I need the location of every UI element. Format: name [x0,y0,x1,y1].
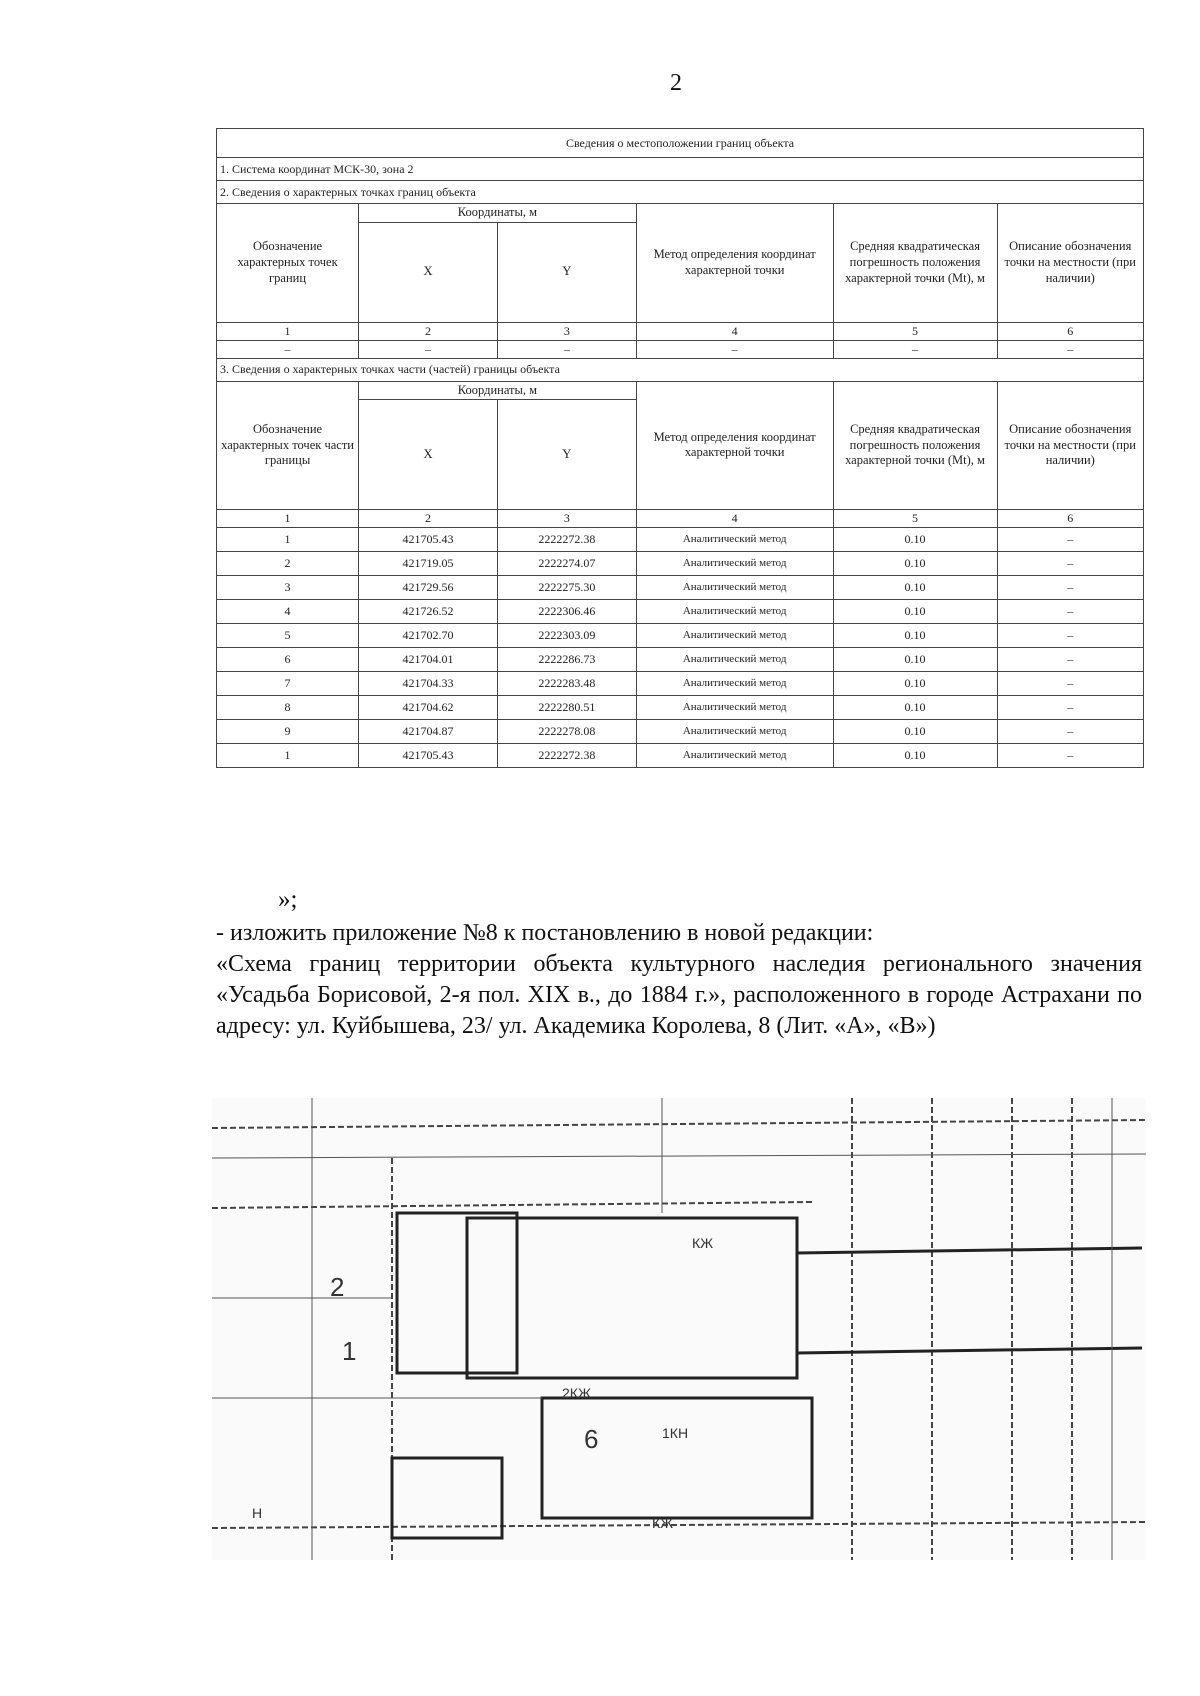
header-x: X [359,222,498,322]
coord-x: 421704.01 [359,648,498,672]
map-label: КЖ [692,1235,714,1251]
map-label: Н [252,1505,263,1521]
coordinates-table [216,128,1144,768]
error-cell: 0.10 [833,744,997,768]
coord-x: 421704.87 [359,720,498,744]
point-number: 2 [217,552,359,576]
method-cell: Аналитический метод [636,744,833,768]
error-cell: 0.10 [833,552,997,576]
table-row [217,672,1144,696]
point-number: 6 [217,648,359,672]
table-row [217,576,1144,600]
point-number: 8 [217,696,359,720]
coord-x: 421729.56 [359,576,498,600]
table-row [217,696,1144,720]
column-number: 6 [997,510,1144,528]
description-cell: – [997,744,1144,768]
description-cell: – [997,624,1144,648]
header-error: Средняя квадратическая погрешность положения характерной точки (Mt), м [833,204,997,323]
column-number: 1 [217,510,359,528]
table-row [217,720,1144,744]
column-number: 2 [359,322,498,340]
column-number: 4 [636,322,833,340]
section-2-heading: 2. Сведения о характерных точках границ объекта [217,181,1144,204]
coord-y: 2222272.38 [497,528,636,552]
body-text [216,918,1142,1042]
error-cell: 0.10 [833,672,997,696]
method-cell: Аналитический метод [636,672,833,696]
coordinate-system-row: 1. Система координат МСК-30, зона 2 [217,158,1144,181]
column-number: 6 [997,322,1144,340]
table-title: Сведения о местоположении границ объекта [217,129,1144,158]
page-number: 2 [670,70,682,96]
coord-y: 2222280.51 [497,696,636,720]
point-number: 9 [217,720,359,744]
method-cell: Аналитический метод [636,552,833,576]
header-description: Описание обозначения точки на местности (при наличии) [997,381,1144,510]
coord-x: 421702.70 [359,624,498,648]
table-row [217,648,1144,672]
description-cell: – [997,720,1144,744]
section-2-empty-row: – – – – – – [217,340,1144,358]
header-point-designation-part: Обозначение характерных точек части границы [217,381,359,510]
table-row [217,528,1144,552]
coord-x: 421704.33 [359,672,498,696]
error-cell: 0.10 [833,720,997,744]
description-cell: – [997,552,1144,576]
section-3-heading: 3. Сведения о характерных точках части (частей) границы объекта [217,358,1144,381]
method-cell: Аналитический метод [636,528,833,552]
error-cell: 0.10 [833,696,997,720]
point-number: 1 [217,744,359,768]
coordinate-rows [217,528,1144,768]
column-number: 4 [636,510,833,528]
error-cell: 0.10 [833,528,997,552]
column-number-row [217,510,1144,528]
map-label: 2 [330,1272,345,1302]
coord-y: 2222303.09 [497,624,636,648]
coord-x: 421719.05 [359,552,498,576]
coord-x: 421704.62 [359,696,498,720]
description-cell: – [997,600,1144,624]
column-number: 5 [833,322,997,340]
description-cell: – [997,648,1144,672]
map-label: 1 [342,1336,357,1366]
coord-y: 2222306.46 [497,600,636,624]
table-row [217,600,1144,624]
header-coordinates: Координаты, м [359,204,637,223]
coord-y: 2222275.30 [497,576,636,600]
method-cell: Аналитический метод [636,648,833,672]
header-method: Метод определения координат характерной точки [636,381,833,510]
column-number: 3 [497,322,636,340]
column-number: 5 [833,510,997,528]
header-method: Метод определения координат характерной точки [636,204,833,323]
coord-x: 421705.43 [359,528,498,552]
header-y: Y [497,400,636,510]
column-number: 3 [497,510,636,528]
coord-y: 2222286.73 [497,648,636,672]
coord-x: 421705.43 [359,744,498,768]
table-row [217,744,1144,768]
method-cell: Аналитический метод [636,576,833,600]
closing-quote: »; [278,886,298,913]
description-cell: – [997,672,1144,696]
header-point-designation: Обозначение характерных точек границ [217,204,359,323]
point-number: 7 [217,672,359,696]
point-number: 1 [217,528,359,552]
method-cell: Аналитический метод [636,600,833,624]
map-label: КЖ [652,1515,674,1531]
column-number: 2 [359,510,498,528]
coord-y: 2222278.08 [497,720,636,744]
method-cell: Аналитический метод [636,696,833,720]
coord-x: 421726.52 [359,600,498,624]
point-number: 5 [217,624,359,648]
description-cell: – [997,528,1144,552]
point-number: 3 [217,576,359,600]
error-cell: 0.10 [833,624,997,648]
header-y: Y [497,222,636,322]
header-coordinates: Координаты, м [359,381,637,400]
description-cell: – [997,696,1144,720]
table-row [217,552,1144,576]
error-cell: 0.10 [833,576,997,600]
scheme-title-paragraph: «Схема границ территории объекта культурного наследия регионального значения «Усадьба Борисовой, 2-я пол. XIX в., до 1884 г.», расположенного в городе Астрахани по адресу: ул. Куйбышева, 23/ ул. Академика Королева, 8 (Лит. «А», «В») [216,951,1142,1039]
map-label: 2КЖ [562,1385,591,1401]
description-cell: – [997,576,1144,600]
boundary-map-image [212,1098,1146,1560]
instruction-paragraph: - изложить приложение №8 к постановлению в новой редакции: [216,920,874,946]
header-error: Средняя квадратическая погрешность положения характерной точки (Mt), м [833,381,997,510]
coord-y: 2222283.48 [497,672,636,696]
error-cell: 0.10 [833,600,997,624]
table-row [217,624,1144,648]
header-x: X [359,400,498,510]
header-description: Описание обозначения точки на местности (при наличии) [997,204,1144,323]
error-cell: 0.10 [833,648,997,672]
map-label: 6 [584,1424,599,1454]
point-number: 4 [217,600,359,624]
coord-y: 2222272.38 [497,744,636,768]
column-number: 1 [217,322,359,340]
column-number-row [217,322,1144,340]
coord-y: 2222274.07 [497,552,636,576]
map-label: 1КН [662,1425,689,1441]
method-cell: Аналитический метод [636,720,833,744]
method-cell: Аналитический метод [636,624,833,648]
